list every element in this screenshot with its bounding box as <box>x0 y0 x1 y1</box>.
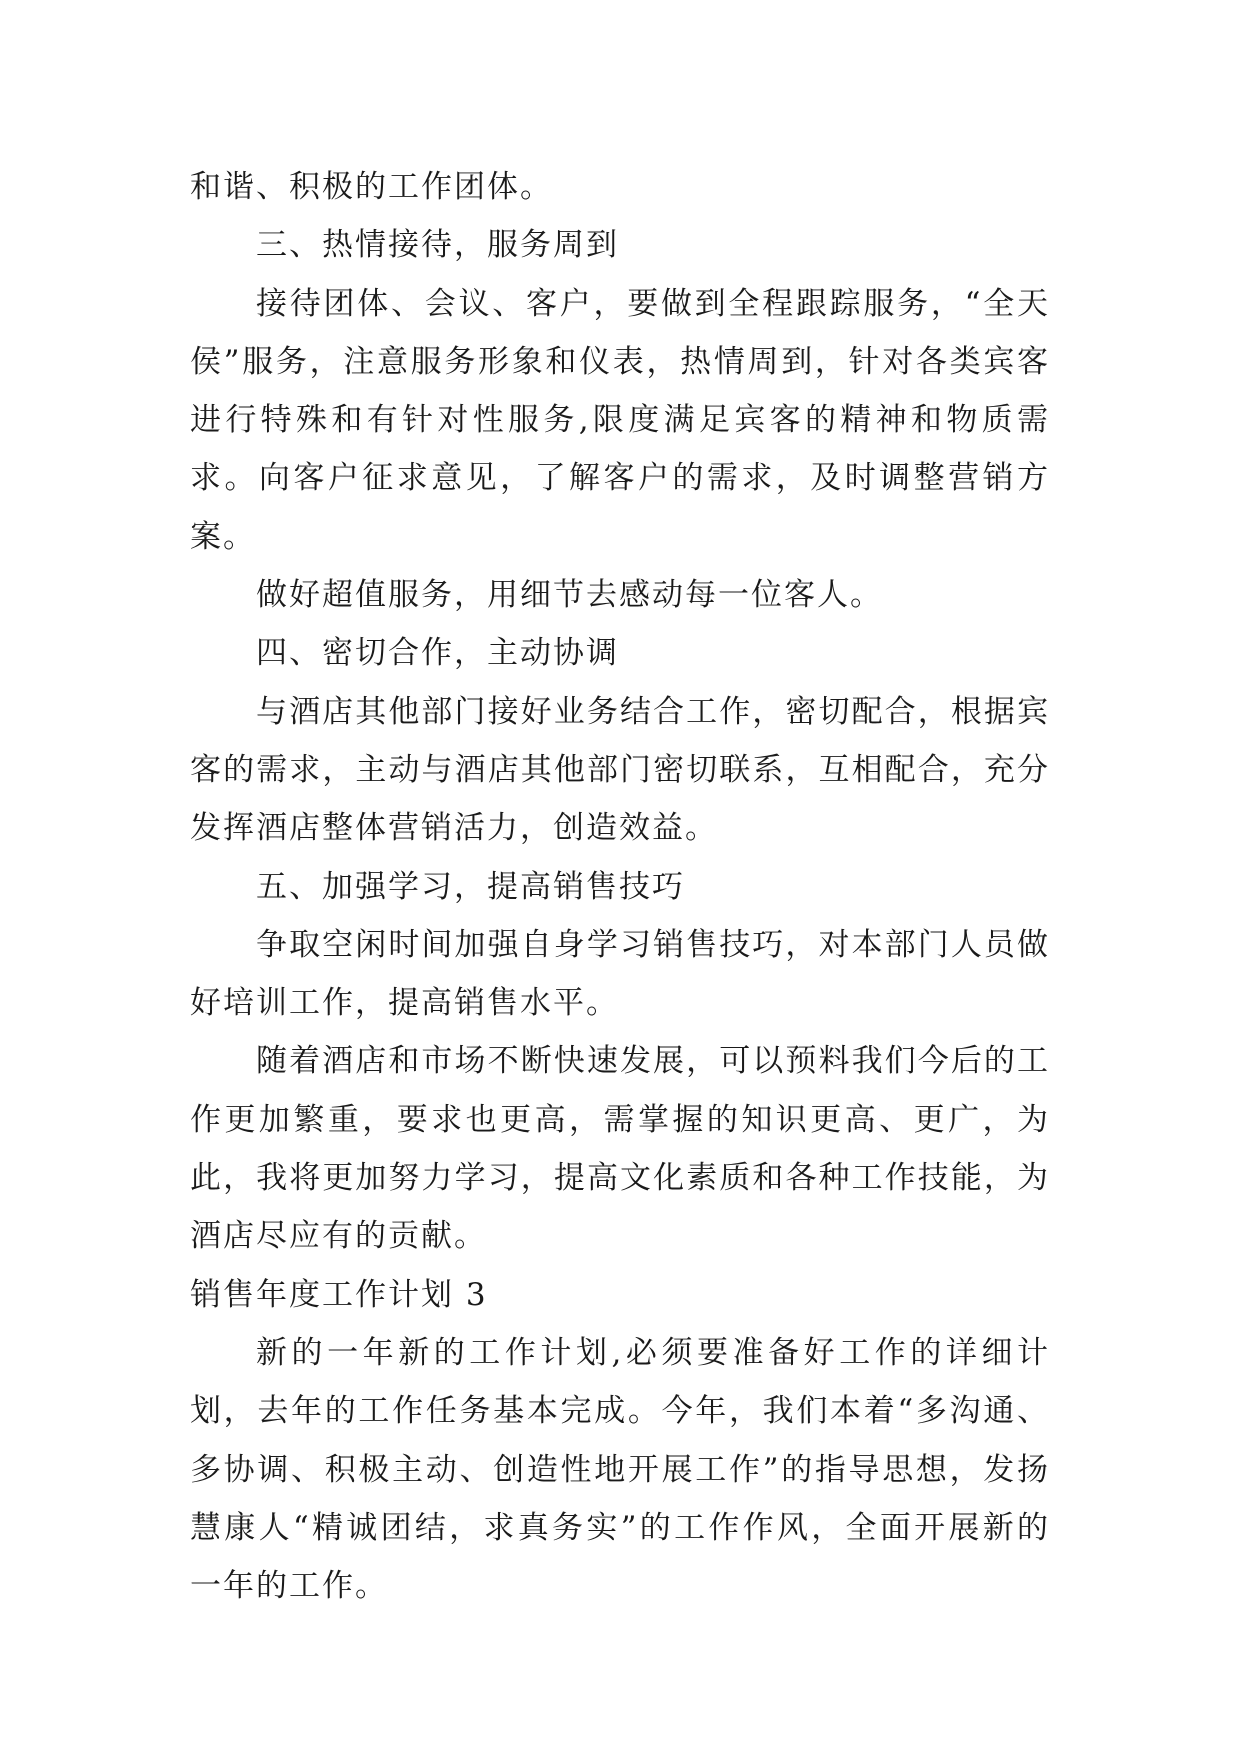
paragraph-team-continuation: 和谐、积极的工作团体。 <box>190 169 553 205</box>
section-heading-4: 四、密切合作，主动协调 <box>256 635 619 672</box>
paragraph-reception-service: 接待团体、会议、客户，要做到全程跟踪服务，“全天侯”服务，注意服务形象和仪表，热情周到，针对各类宾客进行特殊和有针对性服务,限度满足宾客的精神和物质需求。向客户征求意见，了解客户的需求，及时调整营销方案。 <box>190 285 1050 555</box>
paragraph-new-year-plan: 新的一年新的工作计划,必须要准备好工作的详细计划，去年的工作任务基本完成。今年，我们本着“多沟通、多协调、积极主动、创造性地开展工作”的指导思想，发扬慧康人“精诚团结，求真务实”的工作作风，全面开展新的一年的工作。 <box>190 1334 1050 1605</box>
paragraph-learning: 争取空闲时间加强自身学习销售技巧，对本部门人员做好培训工作，提高销售水平。 <box>190 926 1050 1022</box>
paragraph-value-service: 做好超值服务，用细节去感动每一位客人。 <box>256 577 883 614</box>
document-title-3: 销售年度工作计划 3 <box>190 1276 488 1313</box>
paragraph-conclusion: 随着酒店和市场不断快速发展，可以预料我们今后的工作更加繁重，要求也更高，需掌握的知识更高、更广，为此，我将更加努力学习，提高文化素质和各种工作技能，为酒店尽应有的贡献。 <box>190 1043 1050 1255</box>
document-body <box>190 158 1050 1615</box>
section-heading-3: 三、热情接待，服务周到 <box>256 227 619 264</box>
section-heading-5: 五、加强学习，提高销售技巧 <box>256 868 685 905</box>
paragraph-cooperation: 与酒店其他部门接好业务结合工作，密切配合，根据宾客的需求，主动与酒店其他部门密切联系，互相配合，充分发挥酒店整体营销活力，创造效益。 <box>190 693 1050 847</box>
